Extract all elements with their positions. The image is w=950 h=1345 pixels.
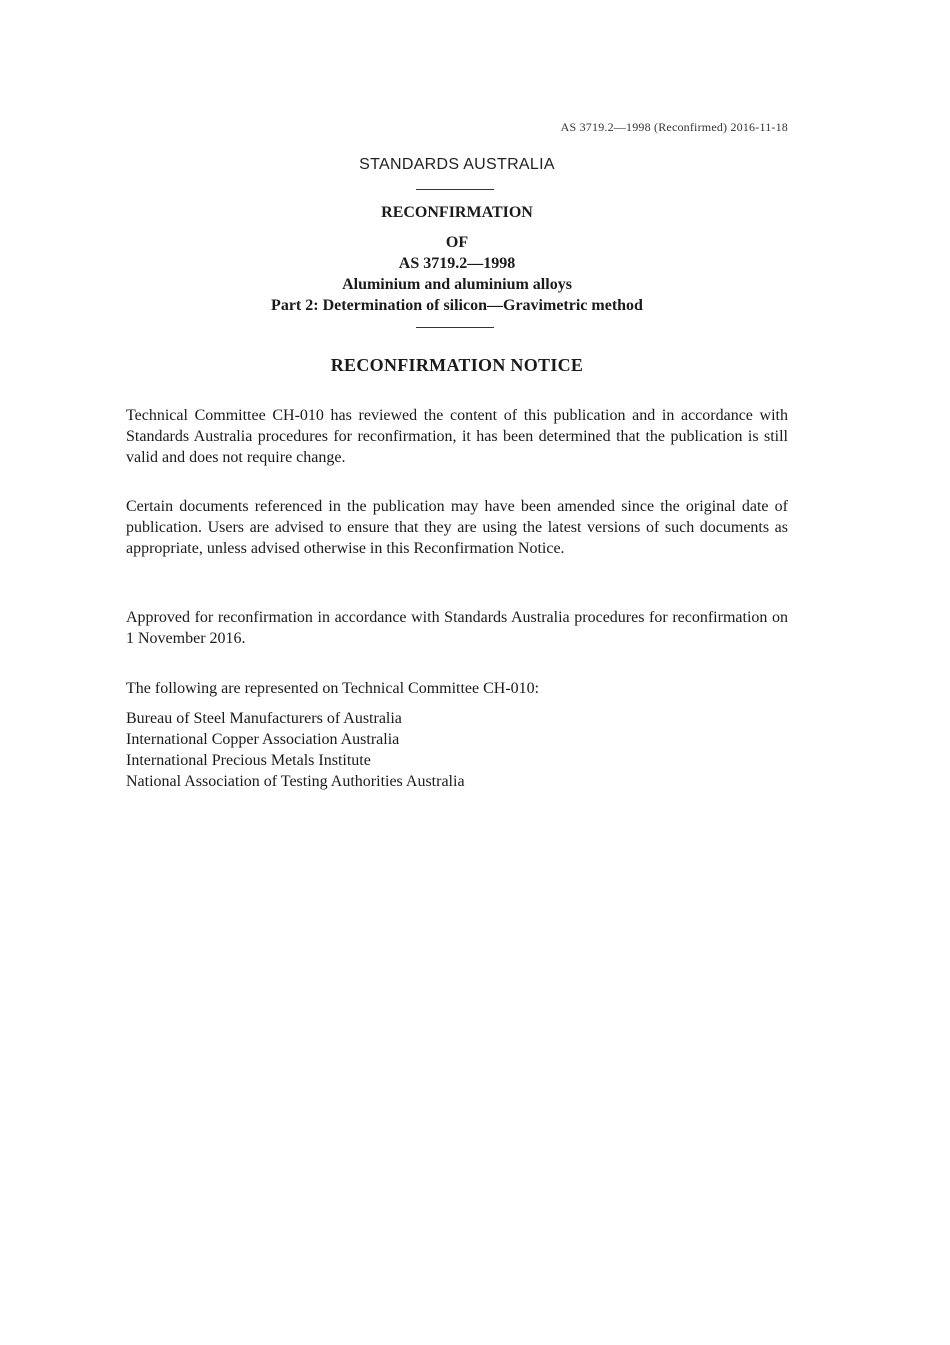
document-reference: AS 3719.2—1998 (Reconfirmed) 2016-11-18 xyxy=(560,120,788,134)
title-spacer xyxy=(126,223,788,232)
paragraph-review: Technical Committee CH-010 has reviewed the content of this publication and in accordance with Standards Australia procedures for reconfirmation, it has been determined that the publication is still valid and does not require change. xyxy=(126,407,788,466)
title-line-part: Part 2: Determination of silicon—Gravimetric method xyxy=(271,297,643,314)
title-line-subject: Aluminium and aluminium alloys xyxy=(342,276,572,293)
title-line-reconfirmation: RECONFIRMATION xyxy=(381,204,533,221)
paragraph-committee-intro: The following are represented on Technical Committee CH-010: xyxy=(126,680,540,697)
paragraph-approval: Approved for reconfirmation in accordance with Standards Australia procedures for reconfirmation on 1 November 2016. xyxy=(126,609,788,647)
list-item: Bureau of Steel Manufacturers of Australia xyxy=(126,710,402,727)
reconfirmation-title xyxy=(126,202,788,316)
list-item: National Association of Testing Authorities Australia xyxy=(126,773,465,790)
title-line-standard-number: AS 3719.2—1998 xyxy=(398,255,516,272)
organisation-name: STANDARDS AUSTRALIA xyxy=(359,156,555,173)
notice-heading: RECONFIRMATION NOTICE xyxy=(330,355,584,375)
divider-rule xyxy=(416,327,494,328)
list-item: International Precious Metals Institute xyxy=(126,752,371,769)
committee-members-list xyxy=(126,708,788,792)
paragraph-referenced-documents: Certain documents referenced in the publication may have been amended since the original date of publication. Users are advised to ensure that they are using the latest versions of such documents as appropriate, unless advised otherwise in this Reconfirmation Notice. xyxy=(126,498,788,557)
title-line-of: OF xyxy=(445,234,469,251)
list-item: International Copper Association Australia xyxy=(126,731,400,748)
divider-rule xyxy=(416,189,494,190)
